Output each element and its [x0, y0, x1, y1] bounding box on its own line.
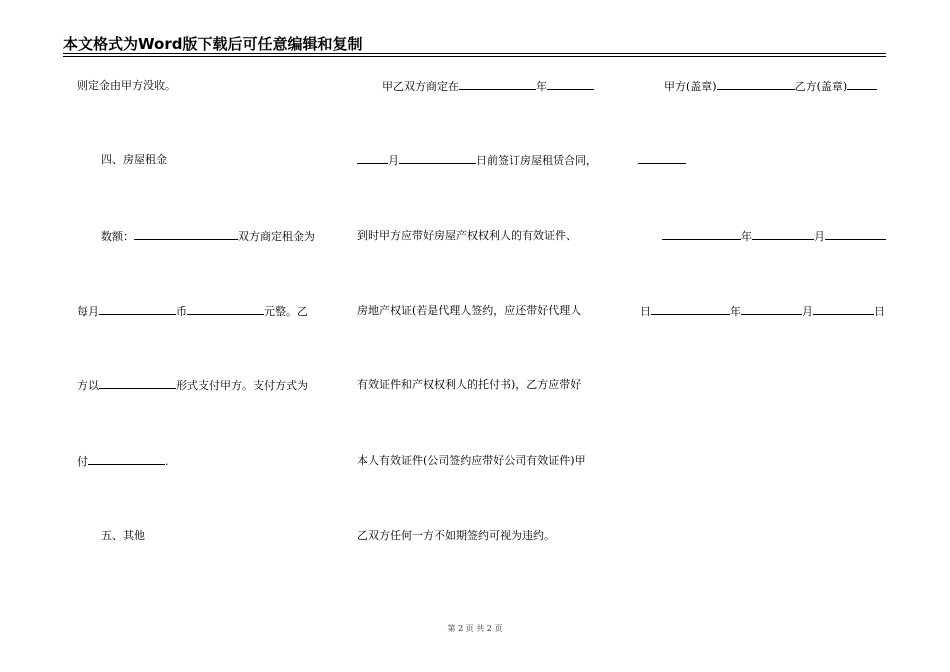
text-fragment: 日	[640, 305, 651, 318]
text-fragment: 年	[741, 230, 752, 243]
text-fragment: .	[165, 455, 169, 468]
text-fragment: 每月	[77, 305, 99, 318]
fill-blank	[99, 378, 176, 389]
fill-blank	[662, 229, 741, 240]
text-fragment: 乙方(盖章)	[794, 80, 848, 93]
text-fragment: 甲方(盖章)	[664, 80, 717, 93]
text-fragment: 形式支付甲方。支付方式为	[176, 379, 308, 392]
text-fragment: 甲乙双方商定在	[382, 80, 459, 93]
text-fragment: 日	[874, 305, 885, 318]
text-line	[382, 79, 594, 94]
text-line	[101, 229, 315, 244]
text-line	[638, 153, 686, 168]
text-line	[77, 378, 308, 393]
fill-blank	[88, 454, 165, 465]
fill-blank	[847, 79, 877, 90]
text-line: 有效证件和产权权利人的托付书)，乙方应带好	[357, 378, 582, 391]
text-fragment: 双方商定租金为	[238, 230, 315, 243]
header-rule-thick	[63, 53, 886, 54]
fill-blank	[99, 304, 176, 315]
fill-blank	[651, 304, 730, 315]
text-line: 乙双方任何一方不如期签约可视为违约。	[357, 529, 555, 542]
section-heading-rent: 四、房屋租金	[101, 153, 167, 166]
text-fragment: 方以	[77, 379, 99, 392]
text-line: 则定金由甲方没收。	[77, 79, 176, 92]
fill-blank	[752, 229, 814, 240]
text-line: 到时甲方应带好房屋产权权利人的有效证件、	[357, 229, 577, 242]
text-line	[357, 153, 597, 168]
fill-blank	[187, 304, 264, 315]
text-line: 房地产权证(若是代理人签约，应还带好代理人	[357, 304, 582, 317]
signature-line	[664, 79, 877, 94]
text-fragment: 年	[536, 80, 547, 93]
fill-blank	[741, 304, 802, 315]
text-fragment: 元整。乙	[264, 305, 308, 318]
text-fragment: 月	[814, 230, 825, 243]
fill-blank	[399, 153, 476, 164]
date-line	[662, 229, 886, 244]
fill-blank	[134, 229, 238, 240]
fill-blank	[825, 229, 886, 240]
text-fragment: 年	[730, 305, 741, 318]
fill-blank	[459, 79, 536, 90]
text-fragment: 月	[802, 305, 813, 318]
fill-blank	[638, 153, 686, 164]
fill-blank	[357, 153, 388, 164]
text-line	[77, 454, 169, 469]
section-heading-other: 五、其他	[101, 529, 145, 542]
text-fragment: 日前签订房屋租赁合同，	[476, 154, 597, 167]
fill-blank	[813, 304, 874, 315]
fill-blank	[547, 79, 594, 90]
text-line: 本人有效证件(公司签约应带好公司有效证件)甲	[357, 454, 586, 467]
fill-blank	[717, 79, 795, 90]
page-footer: 第 2 页 共 2 页	[447, 624, 503, 633]
text-fragment: 币	[176, 305, 187, 318]
header-rule-thin	[63, 56, 886, 57]
text-line	[77, 304, 308, 319]
text-fragment: 数额：	[101, 230, 134, 243]
text-fragment: 付	[77, 455, 88, 468]
date-line	[640, 304, 885, 319]
text-fragment: 月	[388, 154, 399, 167]
page-header-title: 本文格式为Word版下载后可任意编辑和复制	[63, 35, 363, 53]
